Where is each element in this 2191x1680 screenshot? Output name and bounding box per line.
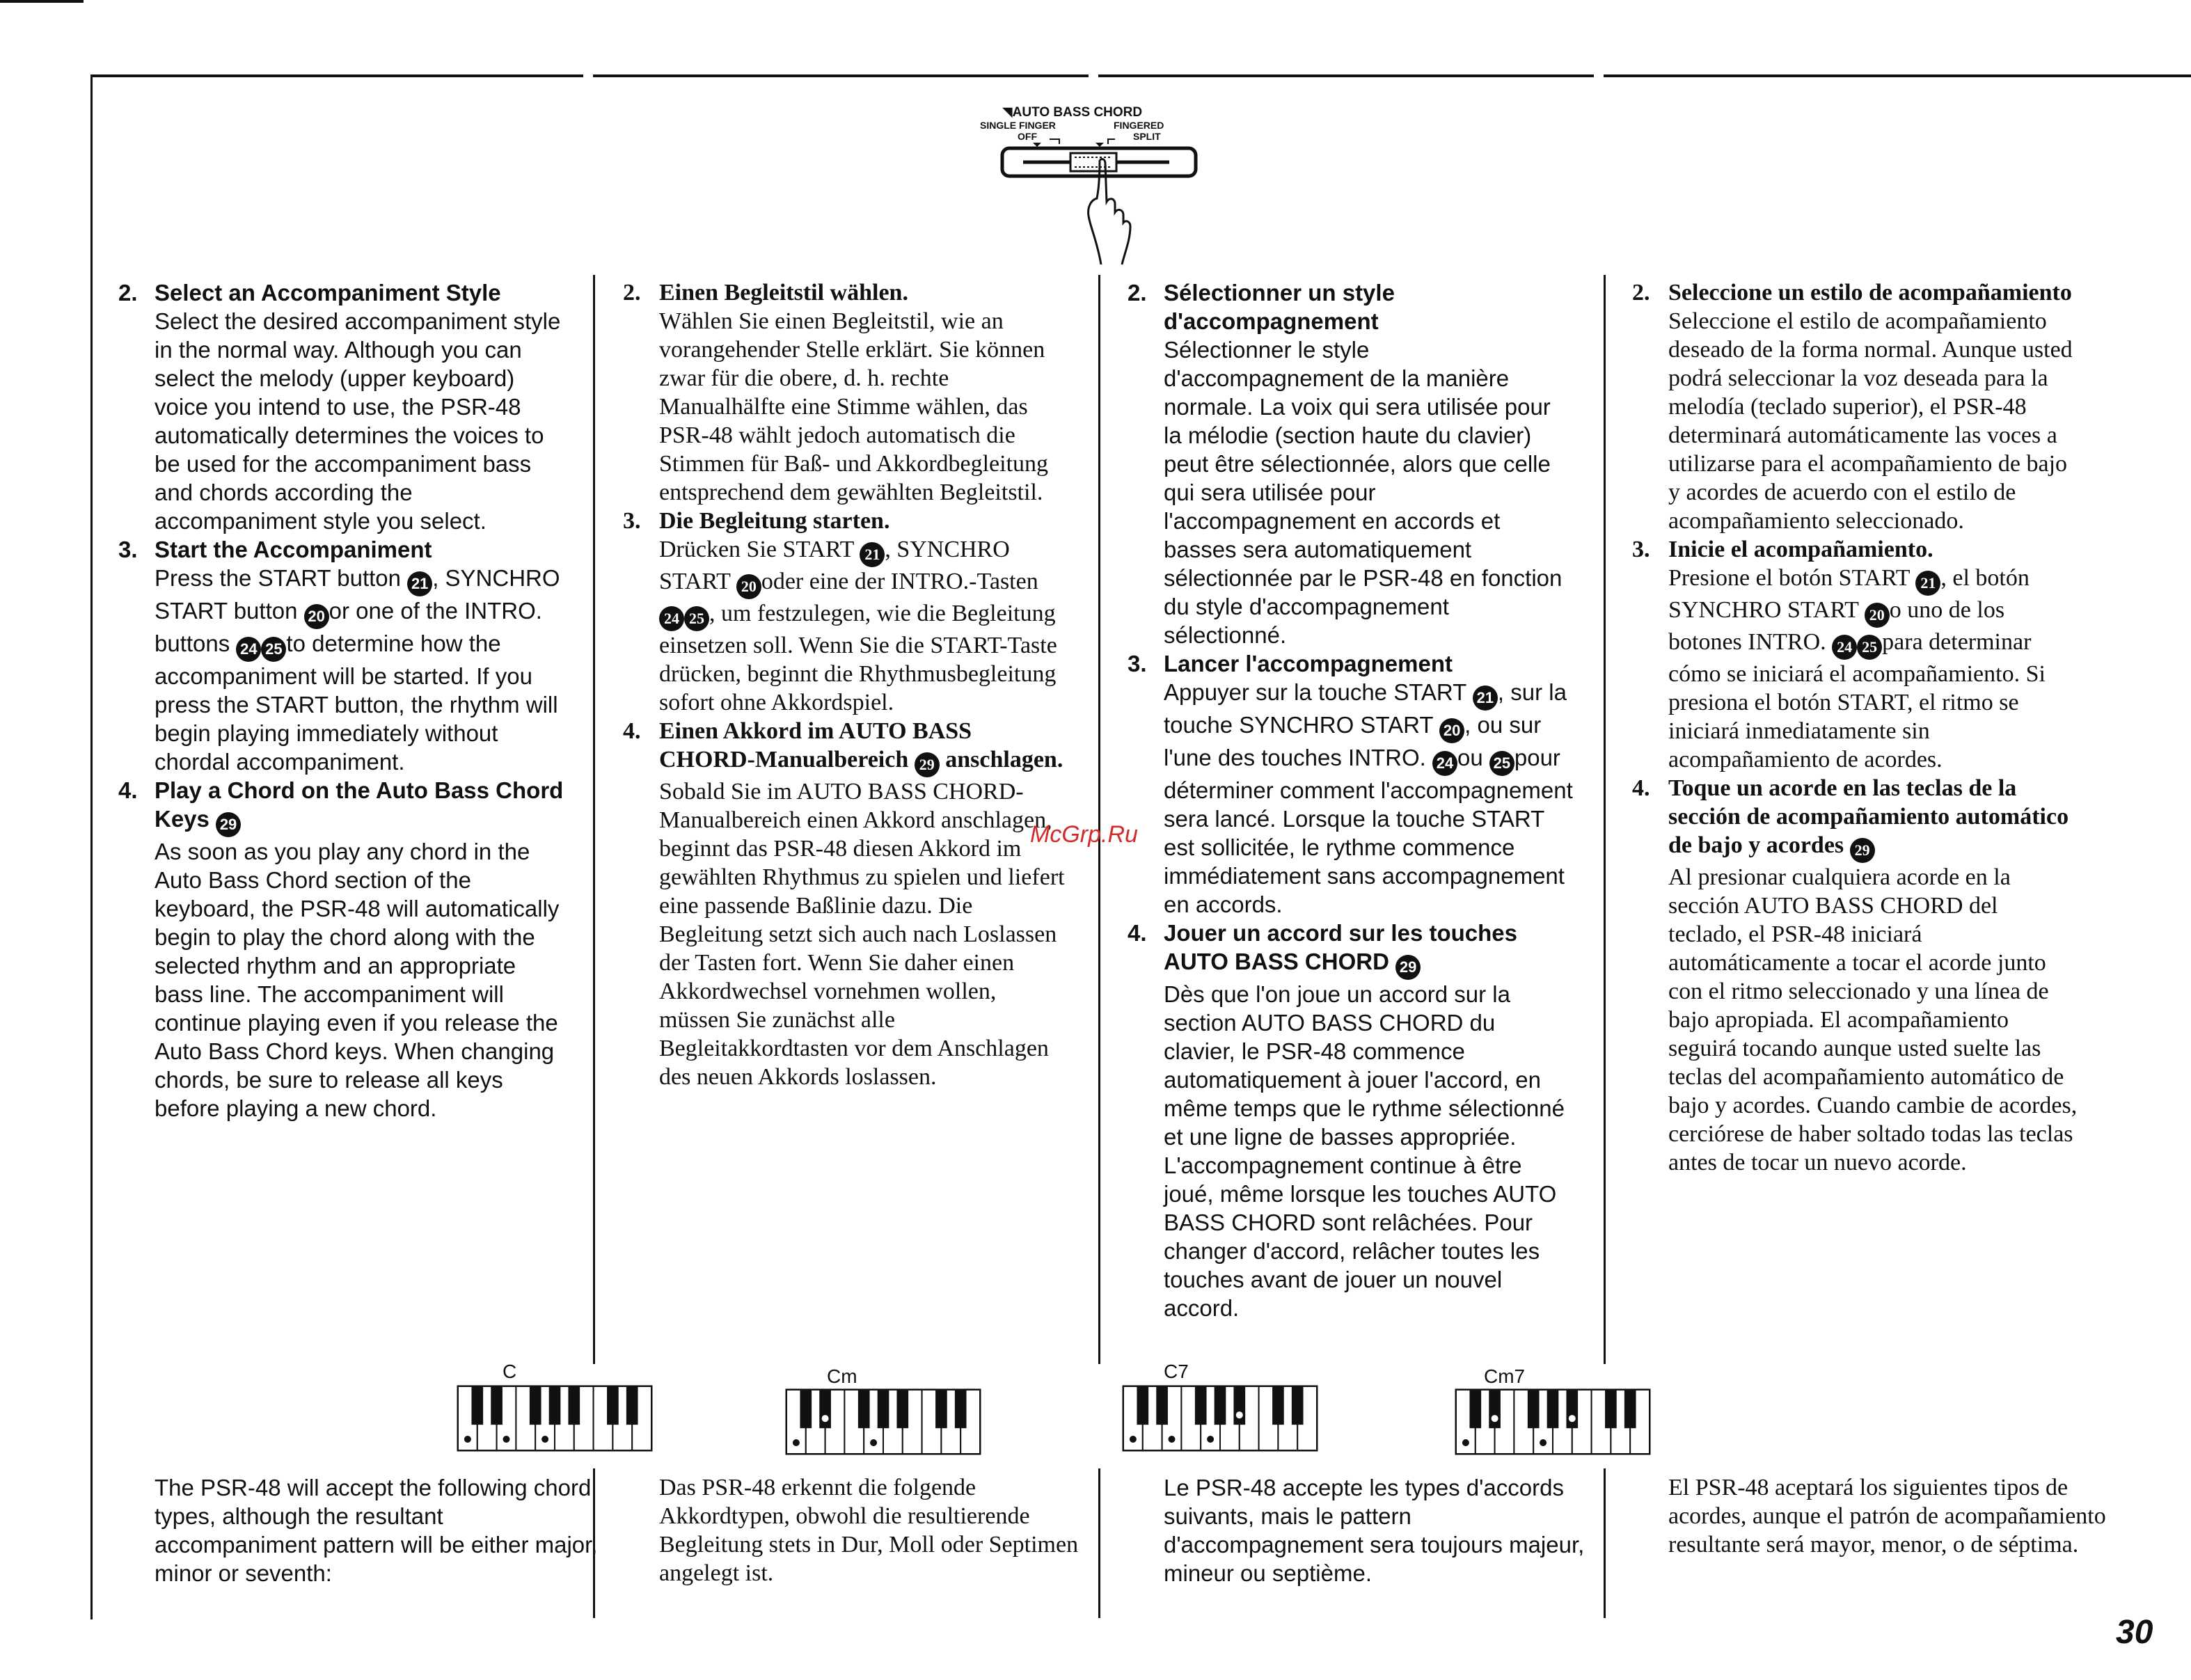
black-key — [1489, 1390, 1501, 1428]
keyboard-diagram-cm — [785, 1388, 981, 1455]
black-key — [1469, 1390, 1481, 1428]
spanish-footer: El PSR-48 aceptará los siguientes tipos de acordes, aunque el patrón de acompañamiento resultante será mayor, menor, o de séptima. — [1668, 1475, 2106, 1558]
pressed-key-dot — [1569, 1415, 1576, 1422]
black-key — [568, 1386, 580, 1425]
top-rule-2 — [593, 74, 1089, 77]
pressed-key-dot — [503, 1436, 510, 1443]
black-key — [1156, 1386, 1168, 1425]
pressed-key-dot — [870, 1439, 877, 1446]
pressed-key-dot — [793, 1439, 800, 1446]
step-heading: Einen Begleitstil wählen. — [659, 280, 908, 306]
en-step-2 — [118, 278, 564, 535]
black-key — [1292, 1386, 1304, 1425]
black-key — [1566, 1390, 1578, 1428]
step-heading: Inicie el acompañamiento. — [1668, 537, 1933, 562]
step-heading: Toque un acorde en las teclas de la sección de acompañamiento automático de bajo y acordes 29 — [1668, 774, 2078, 863]
spanish-column — [1632, 278, 2078, 1177]
step-heading: Einen Akkord im AUTO BASS CHORD-Manualbereich 29 anschlagen. — [659, 717, 1068, 777]
pressed-key-dot — [1540, 1439, 1547, 1446]
separator-1 — [593, 275, 595, 1364]
pressed-key-dot — [1207, 1436, 1214, 1443]
step-number: 3. — [623, 508, 641, 534]
pressed-key-dot — [541, 1436, 548, 1443]
left-border — [90, 74, 93, 1619]
chord-label-cm7: Cm7 — [1484, 1365, 1526, 1387]
black-key — [549, 1386, 561, 1425]
pressed-key-dot — [1236, 1411, 1243, 1418]
pressed-key-dot — [464, 1436, 471, 1443]
es-step-2 — [1632, 278, 2078, 535]
es-step-4 — [1632, 774, 2078, 1177]
top-rule-1 — [90, 74, 583, 77]
fr-step-2 — [1128, 278, 1573, 649]
step-body: Wählen Sie einen Begleitstil, wie an vorangehender Stelle erklärt. Sie können zwar für die obere, d. h. rechte Manualhälfte eine Stimme wählen, das PSR-48 wählt jedoch automatisch die Stimmen für Baß- und Akkordbegleitung entsprechend dem gewählten Begleitstil. — [659, 308, 1049, 505]
de-step-4 — [623, 717, 1068, 1091]
step-body: As soon as you play any chord in the Auto Bass Chord section of the keyboard, the PSR-48 will automatically begin to play the chord along with the selected rhythm and an appropriate bass line. The accompaniment will continue playing even if you release the Auto Bass Chord keys. When changing chords, be sure to release all keys before playing a new chord. — [155, 839, 560, 1121]
black-key — [935, 1390, 947, 1428]
circled-number: 24 — [1432, 751, 1457, 776]
circled-number: 29 — [915, 752, 940, 777]
german-footer: Das PSR-48 erkennt die folgende Akkordtypen, obwohl die resultierende Begleitung stets in Dur, Moll oder Septimen angelegt ist. — [659, 1475, 1079, 1586]
de-step-2 — [623, 278, 1068, 507]
switch-single-finger-label: SINGLE FINGER — [980, 120, 1056, 131]
step-number: 2. — [623, 280, 641, 306]
black-key — [1272, 1386, 1284, 1425]
chord-label-c7: C7 — [1164, 1361, 1189, 1382]
circled-number: 20 — [1439, 718, 1464, 743]
step-body: Seleccione el estilo de acompañamiento deseado de la forma normal. Aunque usted podrá seleccionar la voz deseada para la melodía (teclado superior), el PSR-48 determinará automáticamente las voces a utilizarse para el acompañamiento de bajo y acordes de acuerdo con el estilo de acompañamiento seleccionado. — [1668, 308, 2073, 534]
step-heading: Sélectionner un style d'accompagnement — [1164, 280, 1395, 334]
circled-number: 20 — [736, 574, 761, 599]
black-key — [1215, 1386, 1226, 1425]
french-footer: Le PSR-48 accepte les types d'accords suivants, mais le pattern d'accompagnement sera toujours majeur, mineur ou septième. — [1164, 1475, 1585, 1586]
switch-split-label: SPLIT — [1133, 131, 1161, 142]
black-key — [1624, 1390, 1636, 1428]
en-step-3 — [118, 535, 564, 776]
step-number: 2. — [1632, 280, 1650, 306]
top-left-rule — [0, 0, 84, 3]
step-body: Al presionar cualquiera acorde en la sección AUTO BASS CHORD del teclado, el PSR-48 iniciará automáticamente a tocar el acorde junto con el ritmo seleccionado y una línea de bajo apropiada. El acompañamiento seguirá tocando aunque usted suelte las teclas del acompañamiento automático de bajo y acordes. Cuando cambie de acordes, cerciórese de haber soltado todas las teclas antes de tocar un nuevo acorde. — [1668, 864, 2078, 1175]
switch-title: ◥AUTO BASS CHORD — [1002, 105, 1143, 120]
step-number: 4. — [118, 777, 138, 803]
step-number: 2. — [1128, 280, 1147, 306]
black-key — [471, 1386, 483, 1425]
separator-2 — [1098, 275, 1100, 1364]
circled-number: 20 — [1865, 603, 1890, 628]
fr-step-3 — [1128, 649, 1573, 919]
step-heading: Start the Accompaniment — [155, 537, 432, 562]
page-number: 30 — [2116, 1614, 2153, 1651]
black-key — [819, 1390, 831, 1428]
black-key — [800, 1390, 812, 1428]
circled-number: 24 — [236, 637, 261, 662]
top-rule-4 — [1604, 74, 2191, 77]
french-column — [1128, 278, 1573, 1322]
step-body: Presione el botón START 21 , el botón SYNCHRO START 20 o uno de los botones INTRO. 24 25 para determinar cómo se iniciará el acompañamiento. Si presiona el botón START, el ritmo se iniciará inmediatamente sin acompañamiento de acordes. — [1668, 565, 2046, 772]
circled-number: 25 — [1489, 751, 1514, 776]
step-body: Appuyer sur la touche START 21 , sur la touche SYNCHRO START 20 , ou sur l'une des touches INTRO. 24 ou 25 pour déterminer comment l'accompagnement sera lancé. Lorsque la touche START est sollicitée, le rythme commence immédiatement sans accompagnement en accords. — [1164, 679, 1573, 917]
pressed-key-dot — [1169, 1436, 1176, 1443]
circled-number: 29 — [1395, 955, 1421, 980]
top-rule-3 — [1098, 74, 1594, 77]
circled-number: 25 — [684, 606, 709, 631]
black-key — [1605, 1390, 1617, 1428]
black-key — [858, 1390, 870, 1428]
circled-number: 24 — [1832, 635, 1857, 660]
circled-number: 29 — [1850, 838, 1875, 863]
step-heading: Jouer un accord sur les touches AUTO BASS CHORD 29 — [1164, 919, 1573, 980]
es-step-3 — [1632, 535, 2078, 774]
de-step-3 — [623, 507, 1068, 717]
step-number: 4. — [1128, 920, 1147, 946]
step-number: 4. — [1632, 775, 1650, 801]
step-number: 3. — [118, 537, 138, 562]
fr-step-4 — [1128, 919, 1573, 1322]
pressed-key-dot — [822, 1415, 829, 1422]
circled-number: 29 — [216, 812, 241, 837]
black-key — [626, 1386, 638, 1425]
pressed-key-dot — [1130, 1436, 1137, 1443]
keyboard-diagram-c7 — [1122, 1385, 1318, 1452]
circled-number: 25 — [1857, 635, 1882, 660]
step-heading: Lancer l'accompagnement — [1164, 651, 1453, 676]
black-key — [1547, 1390, 1559, 1428]
black-key — [896, 1390, 908, 1428]
step-number: 3. — [1128, 651, 1147, 676]
step-heading: Die Begleitung starten. — [659, 508, 890, 534]
black-key — [1233, 1386, 1245, 1425]
circled-number: 21 — [1473, 686, 1498, 711]
circled-number: 21 — [860, 542, 885, 567]
switch-and-hand-icon — [995, 136, 1204, 268]
black-key — [1528, 1390, 1540, 1428]
chord-label-c: C — [503, 1361, 517, 1382]
black-key — [878, 1390, 889, 1428]
black-key — [1195, 1386, 1207, 1425]
watermark: McGrp.Ru — [1030, 821, 1138, 848]
step-heading: Play a Chord on the Auto Bass Chord Keys 29 — [155, 776, 564, 837]
english-column — [118, 278, 564, 1123]
circled-number: 24 — [659, 606, 684, 631]
circled-number: 21 — [1915, 571, 1940, 596]
german-column — [623, 278, 1068, 1091]
black-key — [491, 1386, 503, 1425]
step-body: Drücken Sie START 21 , SYNCHRO START 20 oder eine der INTRO.-Tasten 24 25 , um festzulegen, wie die Begleitung einsetzen soll. Wenn Sie die START-Taste drücken, beginnt die Rhythmusbegleitung sofort ohne Akkordspiel. — [659, 537, 1057, 715]
switch-off-label: OFF — [1018, 131, 1037, 142]
switch-fingered-label: FINGERED — [1114, 120, 1164, 131]
separator-3 — [1604, 275, 1606, 1364]
chord-label-cm: Cm — [827, 1365, 857, 1387]
step-heading: Select an Accompaniment Style — [155, 280, 501, 306]
step-number: 4. — [623, 718, 641, 744]
black-key — [607, 1386, 619, 1425]
step-heading: Seleccione un estilo de acompañamiento — [1668, 280, 2072, 306]
black-key — [1137, 1386, 1148, 1425]
step-number: 3. — [1632, 537, 1650, 562]
step-body: Sélectionner le style d'accompagnement de la manière normale. La voix qui sera utilisée pour la mélodie (section haute du clavier) peut être sélectionnée, alors que celle qui sera utilisée pour l'accompagnement en accords et basses sera automatiquement sélectionnée par le PSR-48 en fonction du style d'accompagnement sélectionné. — [1164, 337, 1563, 648]
en-step-4 — [118, 776, 564, 1123]
step-body: Press the START button 21 , SYNCHRO START button 20 or one of the INTRO. buttons 24 25 to determine how the accompaniment will be started. If you press the START button, the rhythm will begin playing immediately without chordal accompaniment. — [155, 565, 560, 775]
english-footer: The PSR-48 will accept the following chord types, although the resultant accompaniment pattern will be either major, minor or seventh: — [155, 1475, 598, 1586]
step-body: Dès que l'on joue un accord sur la section AUTO BASS CHORD du clavier, le PSR-48 commence automatiquement à jouer l'accord, en même temps que le rythme sélectionné et une ligne de basses appropriée. L'accompagnement continue à être joué, même lorsque les touches AUTO BASS CHORD sont relâchées. Pour changer d'accord, relâcher toutes les touches avant de jouer un nouvel accord. — [1164, 981, 1565, 1321]
pressed-key-dot — [1462, 1439, 1469, 1446]
step-number: 2. — [118, 280, 138, 306]
black-key — [955, 1390, 967, 1428]
pressed-key-dot — [1492, 1415, 1498, 1422]
keyboard-diagram-c — [457, 1385, 653, 1452]
black-key — [530, 1386, 541, 1425]
circled-number: 20 — [304, 604, 329, 629]
circled-number: 25 — [261, 637, 286, 662]
step-body: Sobald Sie im AUTO BASS CHORD-Manualbereich einen Akkord anschlagen, beginnt das PSR-48 diesen Akkord im gewählten Rhythmus zu spielen und liefert eine passende Baßlinie dazu. Die Begleitung setzt sich auch nach Loslassen der Tasten fort. Wenn Sie daher einen Akkordwechsel vornehmen wollen, müssen Sie zunächst alle Begleitakkordtasten vor dem Anschlagen des neuen Akkords loslassen. — [659, 779, 1065, 1090]
keyboard-diagram-cm7 — [1455, 1388, 1651, 1455]
circled-number: 21 — [407, 571, 432, 596]
step-body: Select the desired accompaniment style in the normal way. Although you can select the melody (upper keyboard) voice you intend to use, the PSR-48 automatically determines the voices to be used for the accompaniment bass and chords according the accompaniment style you select. — [155, 308, 561, 534]
